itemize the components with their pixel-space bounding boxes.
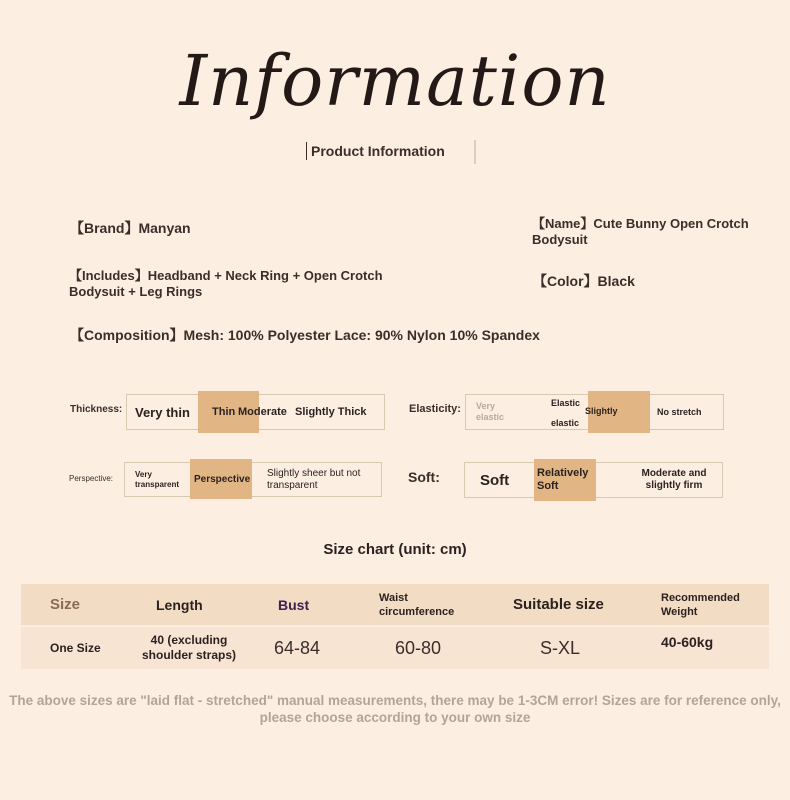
color-info: 【Color】Black bbox=[533, 273, 635, 289]
table-row bbox=[21, 627, 769, 669]
soft-option: Moderate and slightly firm bbox=[641, 468, 707, 491]
includes-info: 【Includes】Headband + Neck Ring + Open Crotch Bodysuit + Leg Rings bbox=[69, 268, 383, 299]
name-info: 【Name】Cute Bunny Open Crotch Bodysuit bbox=[532, 216, 749, 247]
elasticity-label: Elasticity: bbox=[409, 403, 461, 415]
thickness-scale bbox=[126, 394, 385, 430]
table-header-row bbox=[21, 584, 769, 625]
soft-option: Relatively Soft bbox=[537, 467, 589, 492]
table-cell: S-XL bbox=[540, 637, 581, 658]
perspective-scale bbox=[124, 462, 382, 497]
thickness-label: Thickness: bbox=[70, 404, 123, 415]
table-header-cell: Suitable size bbox=[513, 596, 604, 613]
elasticity-option: Very elastic bbox=[476, 401, 505, 422]
divider bbox=[474, 140, 476, 164]
size-chart-title: Size chart (unit: cm) bbox=[323, 541, 467, 558]
section-subtitle: Product Information bbox=[306, 142, 445, 160]
size-table bbox=[21, 584, 769, 669]
elasticity-option: No stretch bbox=[657, 407, 702, 417]
thickness-option: Thin bbox=[212, 406, 236, 418]
perspective-option: Perspective bbox=[194, 474, 251, 485]
soft-label: Soft: bbox=[408, 469, 440, 485]
table-header-cell: Recommended Weight bbox=[661, 591, 740, 618]
table-cell: 64-84 bbox=[274, 637, 321, 658]
table-cell: 40 (excluding shoulder straps) bbox=[141, 633, 237, 662]
elasticity-option: Elastic bbox=[551, 398, 581, 408]
table-header-cell: Length bbox=[156, 596, 203, 613]
table-header-cell: Waist circumference bbox=[379, 591, 455, 618]
thickness-option: Slightly Thick bbox=[295, 406, 367, 418]
brand-info: 【Brand】Manyan bbox=[70, 220, 191, 236]
perspective-option: Very transparent bbox=[135, 469, 180, 489]
perspective-option: Slightly sheer but not transparent bbox=[267, 467, 361, 491]
thickness-option: Very thin bbox=[135, 404, 190, 420]
size-note: The above sizes are "laid flat - stretched" manual measurements, there may be 1-3CM error! Sizes are for reference only, please choose according to your own size bbox=[9, 693, 781, 725]
perspective-label: Perspective: bbox=[69, 474, 114, 483]
page-title: Information bbox=[179, 40, 611, 122]
table-cell: 40-60kg bbox=[661, 634, 714, 650]
soft-scale bbox=[464, 462, 723, 498]
elasticity-scale bbox=[465, 394, 724, 430]
soft-option: Soft bbox=[480, 471, 510, 489]
thickness-option: Moderate bbox=[238, 406, 287, 418]
table-cell: One Size bbox=[50, 641, 101, 655]
table-header-cell: Size bbox=[50, 596, 81, 613]
elasticity-option: Slightly elastic bbox=[551, 406, 618, 428]
table-header-cell: Bust bbox=[278, 596, 310, 613]
composition-info: 【Composition】Mesh: 100% Polyester Lace: 90% Nylon 10% Spandex bbox=[70, 327, 540, 343]
table-cell: 60-80 bbox=[395, 637, 442, 658]
